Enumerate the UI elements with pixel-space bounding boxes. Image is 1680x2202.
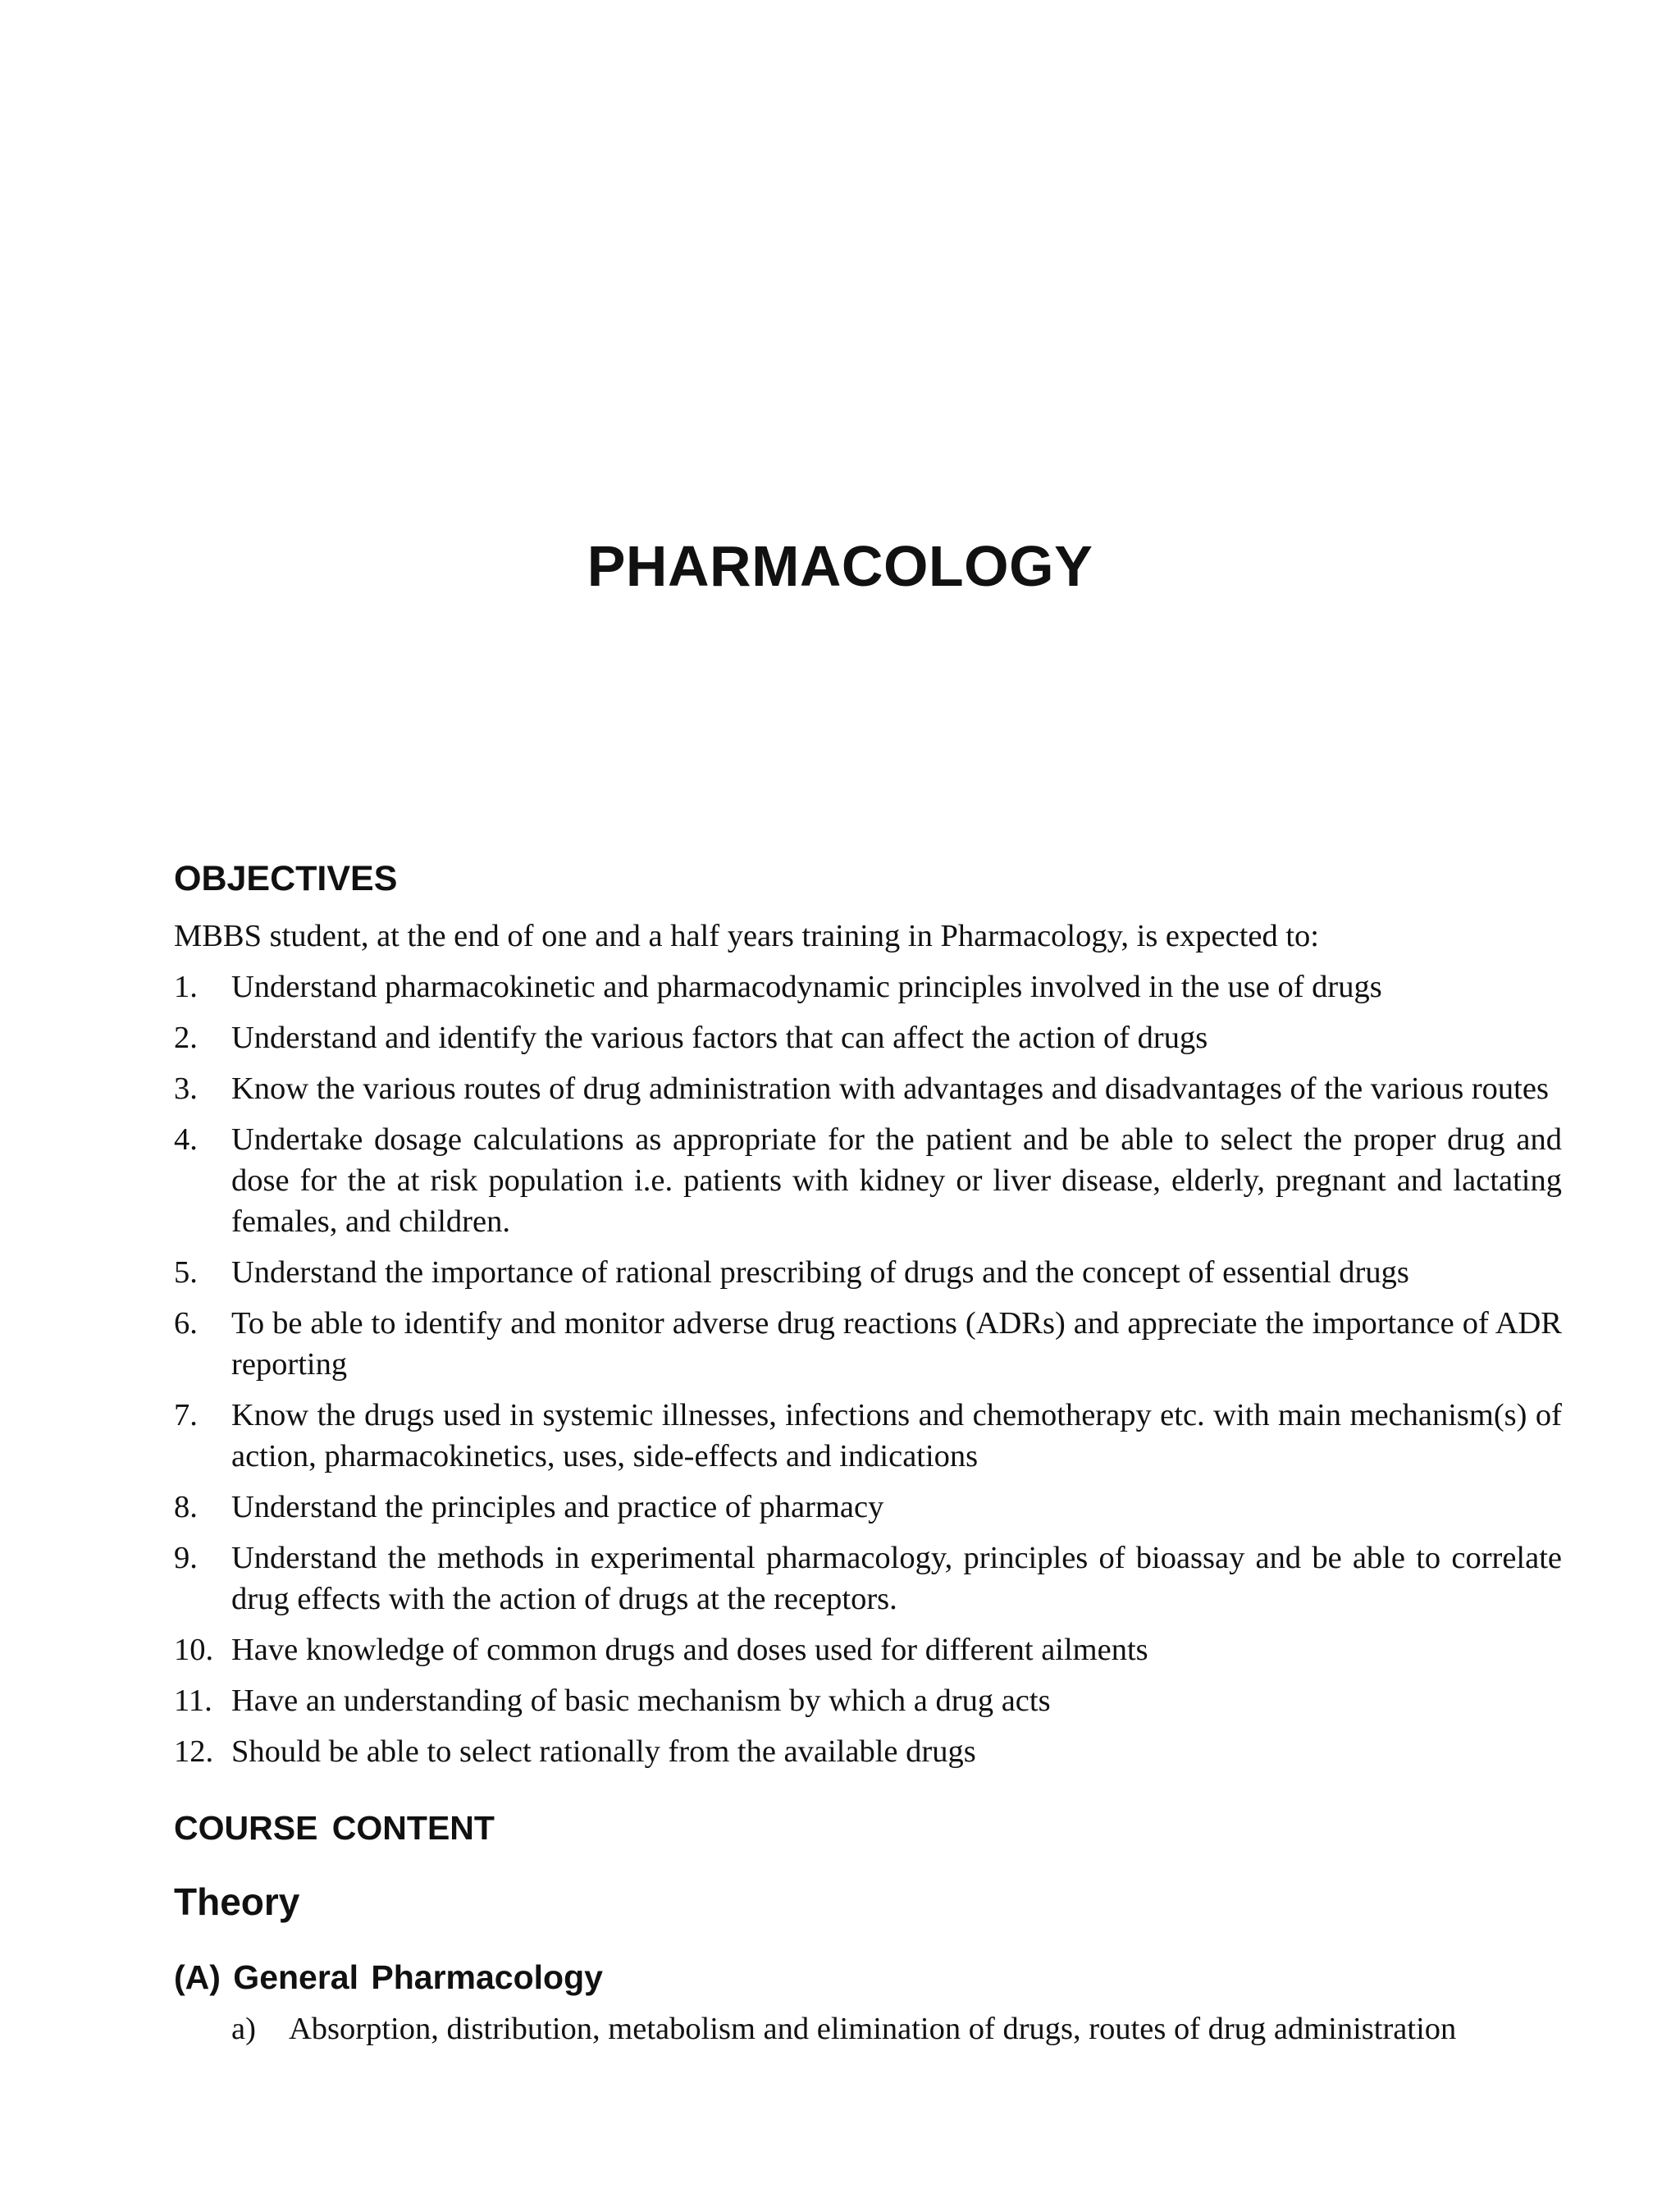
objective-item [174, 1487, 1562, 1528]
list-item-text: Absorption, distribution, metabolism and elimination of drugs, routes of drug administration [289, 2012, 1457, 2046]
objective-item [174, 1537, 1562, 1620]
objective-number: 1. [174, 970, 198, 1004]
objective-item [174, 1119, 1562, 1242]
general-pharmacology-heading: (A) General Pharmacology [174, 1958, 603, 1996]
objective-item [174, 1731, 1562, 1772]
objective-text: Have an understanding of basic mechanism by which a drug acts [231, 1683, 1051, 1718]
objectives-list [174, 966, 1562, 1772]
objective-text: Should be able to select rationally from the available drugs [231, 1734, 976, 1769]
objective-item [174, 1680, 1562, 1721]
page-title: PHARMACOLOGY [587, 534, 1093, 598]
objective-item [174, 1395, 1562, 1477]
objective-text: Understand the importance of rational prescribing of drugs and the concept of essential drugs [231, 1255, 1409, 1290]
objective-text: To be able to identify and monitor adverse drug reactions (ADRs) and appreciate the importance of ADR reporting [231, 1306, 1562, 1382]
objective-text: Know the drugs used in systemic illnesses, infections and chemotherapy etc. with main mechanism(s) of action, pharmacokinetics, uses, side-effects and indications [231, 1398, 1562, 1473]
page-content [174, 853, 1562, 2049]
list-item [231, 2008, 1562, 2049]
objective-number: 6. [174, 1306, 198, 1341]
objective-number: 4. [174, 1122, 198, 1157]
objective-number: 9. [174, 1541, 198, 1575]
objective-text: Know the various routes of drug administration with advantages and disadvantages of the various routes [231, 1071, 1549, 1106]
objective-item [174, 1252, 1562, 1293]
general-pharmacology-list [174, 2008, 1562, 2049]
objective-number: 11. [174, 1683, 212, 1718]
objectives-intro: MBBS student, at the end of one and a half years training in Pharmacology, is expected to: [174, 919, 1320, 953]
objective-number: 8. [174, 1490, 198, 1524]
objective-text: Understand pharmacokinetic and pharmacodynamic principles involved in the use of drugs [231, 970, 1382, 1004]
objective-number: 3. [174, 1071, 198, 1106]
objectives-heading: OBJECTIVES [174, 859, 398, 898]
objective-text: Understand the methods in experimental pharmacology, principles of bioassay and be able to correlate drug effects with the action of drugs at the receptors. [231, 1541, 1562, 1616]
objective-text: Understand the principles and practice of pharmacy [231, 1490, 884, 1524]
objective-item [174, 1629, 1562, 1670]
course-content-heading: COURSE CONTENT [174, 1809, 495, 1847]
objective-text: Undertake dosage calculations as appropriate for the patient and be able to select the proper drug and dose for the at risk population i.e. patients with kidney or liver disease, elderly, pregnant and lactating females, and children. [231, 1122, 1562, 1239]
theory-heading: Theory [174, 1880, 300, 1923]
objective-number: 12. [174, 1734, 214, 1769]
list-item-letter: a) [231, 2012, 256, 2046]
objective-item [174, 966, 1562, 1007]
objective-text: Have knowledge of common drugs and doses used for different ailments [231, 1633, 1148, 1667]
objective-text: Understand and identify the various factors that can affect the action of drugs [231, 1021, 1208, 1055]
objective-number: 7. [174, 1398, 198, 1432]
objective-item [174, 1017, 1562, 1058]
objective-item [174, 1068, 1562, 1109]
objective-number: 2. [174, 1021, 198, 1055]
objective-number: 10. [174, 1633, 214, 1667]
objective-item [174, 1303, 1562, 1385]
objective-number: 5. [174, 1255, 198, 1290]
